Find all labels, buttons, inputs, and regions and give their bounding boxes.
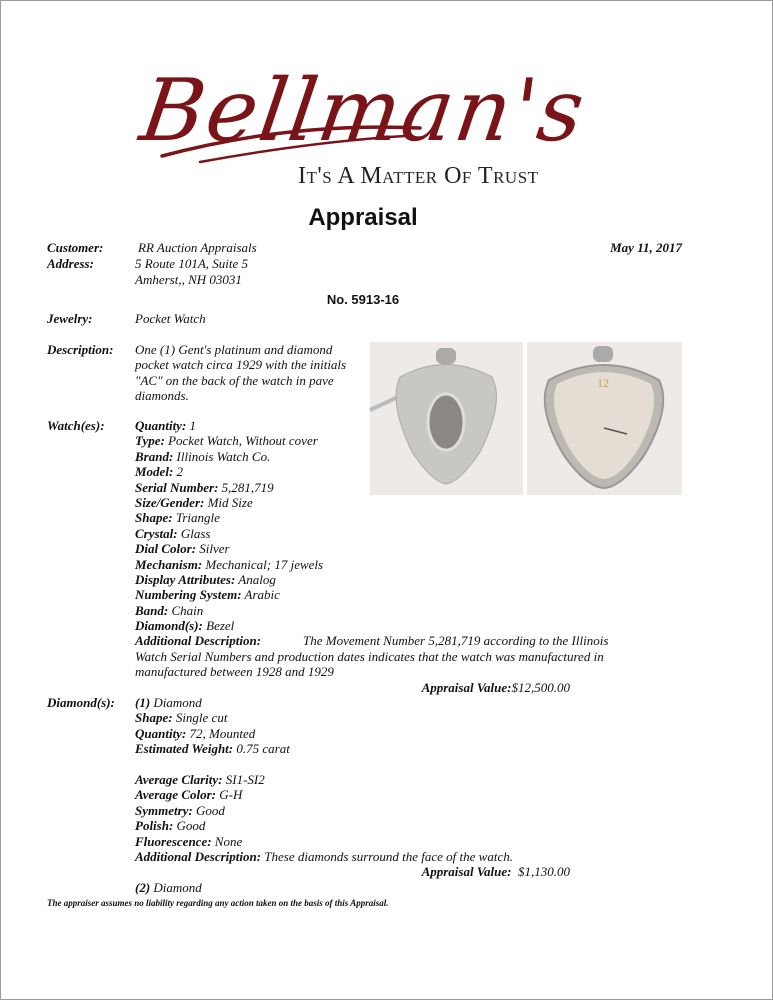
diamond-field: Quantity: 72, Mounted — [135, 725, 256, 741]
description-line: diamonds. — [135, 388, 189, 404]
watch-field: Numbering System: Arabic — [135, 587, 280, 603]
diamond-appraisal-value: Appraisal Value: $1,130.00 — [421, 864, 570, 879]
watch-label: Watch(es): — [47, 418, 105, 433]
watch-field: Quantity: 1 — [135, 418, 197, 433]
diamond-field: Average Clarity: SI1-SI2 — [135, 771, 265, 787]
tagline: It's A Matter Of Trust — [298, 163, 539, 189]
appraisal-date: May 11, 2017 — [610, 240, 682, 255]
watch-additional-line: manufactured between 1928 and 1929 — [135, 664, 334, 680]
diamond-field: Fluorescence: None — [135, 833, 243, 849]
diamond-field: Additional Description: These diamonds surround the face of the watch. — [135, 848, 513, 864]
watch-field: Type: Pocket Watch, Without cover — [135, 433, 318, 449]
svg-text:12: 12 — [597, 376, 609, 390]
description-label: Description: — [47, 342, 114, 357]
watch-field: Band: Chain — [135, 602, 204, 618]
page-title: Appraisal — [308, 204, 418, 231]
jewelry-label: Jewelry: — [47, 311, 93, 326]
watch-appraisal-value: Appraisal Value:$12,500.00 — [421, 680, 570, 695]
diamond-field: Polish: Good — [135, 818, 206, 834]
watch-field: Diamond(s): Bezel — [135, 618, 235, 634]
customer-value: RR Auction Appraisals — [138, 240, 257, 255]
diamond-2: (2) Diamond — [135, 880, 202, 895]
description-text — [135, 342, 346, 404]
jewelry-value: Pocket Watch — [135, 311, 206, 326]
diamond-field: Average Color: G-H — [135, 787, 243, 803]
address-line2: Amherst,, NH 03031 — [135, 272, 242, 287]
diamond-field: Estimated Weight: 0.75 carat — [135, 741, 290, 757]
watch-fields — [135, 418, 608, 680]
watch-field: Mechanism: Mechanical; 17 jewels — [135, 556, 324, 572]
watch-additional-line: Watch Serial Numbers and production dates indicates that the watch was manufactured in — [135, 648, 604, 664]
watch-field: Model: 2 — [135, 464, 184, 480]
bellmans-logo — [134, 52, 592, 172]
watch-field: Brand: Illinois Watch Co. — [135, 448, 271, 464]
description-line: "AC" on the back of the watch in pave — [135, 372, 334, 388]
diamond-field: Shape: Single cut — [135, 710, 228, 726]
diamond-1: (1) Diamond Shape: Single cut Quantity: 72, Mounted Estimated Weight: 0.75 carat Average Clarity: SI1-SI2 Average Color: G-H Symmetry: Good Polish: Good Fluorescence: None Additional Description: These diamonds surround the face of the watch. — [135, 695, 513, 864]
watch-additional: Additional Description: The Movement Number 5,281,719 according to the Illinois — [135, 633, 609, 649]
customer-label: Customer: — [47, 240, 104, 255]
disclaimer: The appraiser assumes no liability regarding any action taken on the basis of this Appraisal. — [47, 898, 389, 908]
watch-field: Serial Number: 5,281,719 — [135, 479, 274, 495]
watch-field: Crystal: Glass — [135, 525, 211, 541]
watch-field: Display Attributes: Analog — [135, 571, 276, 587]
watch-field: Shape: Triangle — [135, 510, 220, 526]
svg-text:Bellman's: Bellman's — [134, 61, 592, 161]
diamonds-label: Diamond(s): — [47, 695, 115, 710]
watch-field: Dial Color: Silver — [135, 541, 230, 557]
appraisal-number: No. 5913-16 — [326, 292, 400, 307]
address-label: Address: — [47, 256, 94, 271]
address-line1: 5 Route 101A, Suite 5 — [135, 256, 249, 271]
description-line: One (1) Gent's platinum and diamond — [135, 342, 333, 357]
description-line: pocket watch circa 1929 with the initials — [135, 357, 347, 373]
watch-field: Size/Gender: Mid Size — [135, 494, 253, 510]
diamond-field: Symmetry: Good — [135, 802, 225, 818]
